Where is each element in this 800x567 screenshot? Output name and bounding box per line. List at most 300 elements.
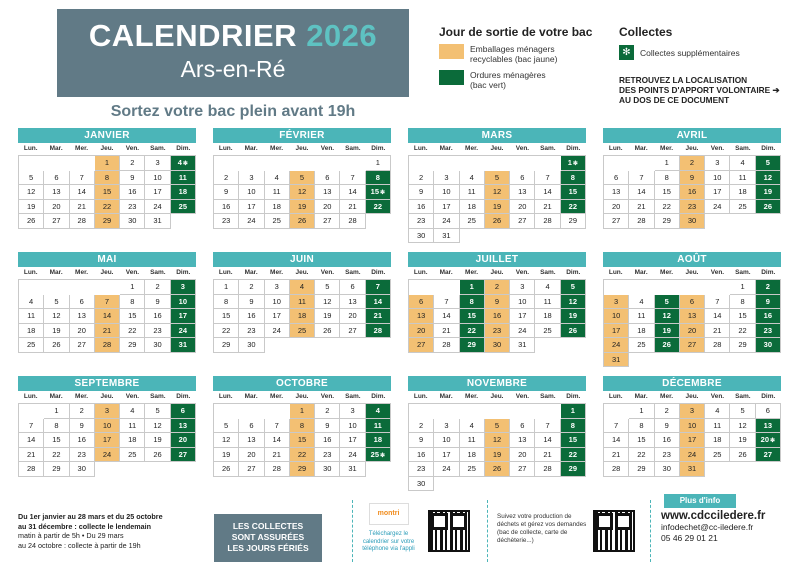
- day-cell: 15: [44, 433, 69, 448]
- day-cell: 25: [629, 338, 654, 353]
- day-cell: 3: [265, 280, 290, 295]
- location-note: RETROUVEZ LA LOCALISATION DES POINTS D'APPORT VOLONTAIRE ➔ AU DOS DE CE DOCUMENT: [619, 75, 780, 105]
- day-cell: 14: [19, 433, 44, 448]
- day-cell: 16: [145, 309, 170, 324]
- empty-cell: [655, 280, 680, 295]
- day-cell: 12: [145, 419, 170, 434]
- month-name: SEPTEMBRE: [18, 376, 196, 391]
- day-cell: 1: [629, 404, 654, 419]
- day-cell: 23: [214, 214, 239, 229]
- day-cell: 11: [171, 171, 196, 186]
- day-cell: 27: [510, 214, 535, 229]
- day-cell: 15: [629, 433, 654, 448]
- day-cell: 6: [171, 404, 196, 419]
- month-3: [603, 128, 781, 229]
- website-link[interactable]: www.cdcciledere.fr: [661, 510, 766, 522]
- weekday-label: Sam.: [345, 145, 361, 152]
- yellow-swatch: [439, 44, 464, 59]
- day-cell: 30: [315, 462, 340, 477]
- weekday-header: [18, 391, 196, 403]
- day-cell: 29: [561, 214, 586, 229]
- empty-cell: [44, 156, 69, 171]
- day-cell: 15: [460, 309, 485, 324]
- day-cell: 15: [561, 185, 586, 200]
- day-cell: 8: [366, 171, 391, 186]
- day-cell: 6: [680, 295, 705, 310]
- weekday-label: Jeu.: [295, 145, 309, 152]
- divider: [650, 500, 651, 562]
- day-cell: 24: [434, 462, 459, 477]
- month-11: [603, 376, 781, 477]
- day-cell: 27: [315, 214, 340, 229]
- day-cell: 4: [535, 280, 560, 295]
- day-cell: 23: [120, 200, 145, 215]
- day-grid: [603, 403, 781, 477]
- day-cell: 23: [655, 448, 680, 463]
- weekday-label: Ven.: [710, 145, 725, 152]
- day-cell: 25 ✻: [366, 448, 391, 463]
- divider: [487, 500, 488, 562]
- empty-cell: [535, 156, 560, 171]
- weekday-label: Mer.: [270, 145, 284, 152]
- day-cell: 13: [70, 309, 95, 324]
- empty-cell: [629, 280, 654, 295]
- day-cell: 4: [629, 295, 654, 310]
- day-cell: 8: [655, 171, 680, 186]
- empty-cell: [434, 280, 459, 295]
- day-grid: [18, 403, 196, 477]
- legend-item-green: Ordures ménagères (bac vert): [439, 70, 546, 90]
- weekday-label: Sam.: [540, 393, 556, 400]
- weekday-label: Mar.: [439, 269, 453, 276]
- day-cell: 22: [629, 448, 654, 463]
- day-cell: 4 ✻: [171, 156, 196, 171]
- weekday-label: Lun.: [23, 145, 38, 152]
- day-cell: 13: [510, 185, 535, 200]
- weekday-label: Jeu.: [490, 393, 504, 400]
- day-grid: [213, 155, 391, 229]
- day-cell: 8: [290, 419, 315, 434]
- day-grid: [213, 403, 391, 477]
- day-cell: 27: [510, 462, 535, 477]
- day-cell: 26: [655, 338, 680, 353]
- day-cell: 27: [409, 338, 434, 353]
- day-cell: 12: [485, 185, 510, 200]
- day-cell: 21: [434, 324, 459, 339]
- weekday-label: Sam.: [735, 393, 751, 400]
- weekday-label: Lun.: [608, 145, 623, 152]
- day-cell: 26: [145, 448, 170, 463]
- month-name: JUILLET: [408, 252, 586, 267]
- day-cell: 25: [290, 324, 315, 339]
- empty-cell: [70, 156, 95, 171]
- day-cell: 25: [120, 448, 145, 463]
- day-cell: 19: [214, 448, 239, 463]
- weekday-label: Mer.: [465, 269, 479, 276]
- weekday-header: [18, 267, 196, 279]
- day-cell: 14: [535, 433, 560, 448]
- day-cell: 29: [290, 462, 315, 477]
- day-cell: 2: [485, 280, 510, 295]
- day-cell: 10: [171, 295, 196, 310]
- day-cell: 1: [95, 156, 120, 171]
- email-link[interactable]: infodechet@cc-iledere.fr: [661, 522, 754, 532]
- day-cell: 8: [44, 419, 69, 434]
- day-cell: 22: [655, 200, 680, 215]
- day-cell: 10: [680, 419, 705, 434]
- day-cell: 23: [239, 324, 264, 339]
- weekday-label: Dim.: [176, 393, 191, 400]
- day-cell: 19: [561, 309, 586, 324]
- day-cell: 28: [95, 338, 120, 353]
- day-cell: 4: [460, 171, 485, 186]
- day-cell: 20: [315, 200, 340, 215]
- weekday-label: Dim.: [176, 269, 191, 276]
- day-cell: 30: [239, 338, 264, 353]
- day-cell: 13: [510, 433, 535, 448]
- weekday-label: Sam.: [540, 145, 556, 152]
- weekday-header: [408, 391, 586, 403]
- weekday-label: Jeu.: [685, 269, 699, 276]
- weekday-header: [213, 143, 391, 155]
- weekday-label: Mer.: [660, 145, 674, 152]
- day-cell: 1: [730, 280, 755, 295]
- empty-cell: [95, 280, 120, 295]
- day-cell: 5: [44, 295, 69, 310]
- day-cell: 6: [604, 171, 629, 186]
- day-cell: 10: [340, 419, 365, 434]
- day-cell: 9: [409, 185, 434, 200]
- day-cell: 11: [629, 309, 654, 324]
- month-7: [603, 252, 781, 367]
- day-cell: 11: [19, 309, 44, 324]
- day-cell: 24: [510, 324, 535, 339]
- day-cell: 13: [239, 433, 264, 448]
- day-cell: 7: [366, 280, 391, 295]
- green-swatch: [439, 70, 464, 85]
- day-grid: [408, 155, 586, 243]
- empty-cell: [70, 280, 95, 295]
- month-1: [213, 128, 391, 229]
- month-name: JANVIER: [18, 128, 196, 143]
- day-cell: 7: [535, 171, 560, 186]
- day-cell: 1: [655, 156, 680, 171]
- day-cell: 19: [19, 200, 44, 215]
- empty-cell: [214, 156, 239, 171]
- day-cell: 3: [239, 171, 264, 186]
- day-grid: [603, 279, 781, 367]
- day-grid: [18, 279, 196, 353]
- day-cell: 29: [95, 214, 120, 229]
- empty-cell: [510, 404, 535, 419]
- day-cell: 29: [561, 462, 586, 477]
- month-name: DÉCEMBRE: [603, 376, 781, 391]
- day-cell: 31: [340, 462, 365, 477]
- day-cell: 18: [171, 185, 196, 200]
- legend-item-yellow: Emballages ménagers recyclables (bac jaune): [439, 44, 557, 64]
- day-cell: 16: [315, 433, 340, 448]
- day-cell: 2: [409, 171, 434, 186]
- weekday-label: Lun.: [23, 269, 38, 276]
- day-cell: 2: [409, 419, 434, 434]
- extra-collection-legend: ✻ Collectes supplémentaires: [619, 45, 740, 60]
- day-cell: 28: [705, 338, 730, 353]
- day-cell: 26: [44, 338, 69, 353]
- day-cell: 9: [145, 295, 170, 310]
- day-cell: 17: [171, 309, 196, 324]
- day-cell: 6: [510, 419, 535, 434]
- day-cell: 19: [485, 448, 510, 463]
- day-cell: 9: [120, 171, 145, 186]
- day-cell: 27: [44, 214, 69, 229]
- empty-cell: [604, 280, 629, 295]
- day-cell: 25: [705, 448, 730, 463]
- town-name: Ars-en-Ré: [180, 56, 286, 82]
- day-cell: 30: [680, 214, 705, 229]
- day-cell: 16: [655, 433, 680, 448]
- month-10: [408, 376, 586, 491]
- day-cell: 13: [171, 419, 196, 434]
- weekday-label: Sam.: [150, 145, 166, 152]
- day-cell: 28: [629, 214, 654, 229]
- day-cell: 20: [680, 324, 705, 339]
- collectes-title: Collectes: [619, 25, 673, 39]
- weekday-label: Mar.: [244, 145, 258, 152]
- day-cell: 30: [70, 462, 95, 477]
- day-cell: 11: [460, 185, 485, 200]
- weekday-label: Mar.: [439, 393, 453, 400]
- day-cell: 20 ✻: [756, 433, 781, 448]
- day-cell: 12: [315, 295, 340, 310]
- day-cell: 17: [680, 433, 705, 448]
- day-cell: 23: [145, 324, 170, 339]
- day-cell: 24: [171, 324, 196, 339]
- day-cell: 7: [95, 295, 120, 310]
- day-cell: 14: [705, 309, 730, 324]
- day-cell: 25: [460, 214, 485, 229]
- day-cell: 9: [485, 295, 510, 310]
- day-cell: 29: [730, 338, 755, 353]
- day-cell: 19: [44, 324, 69, 339]
- day-cell: 29: [120, 338, 145, 353]
- day-cell: 2: [756, 280, 781, 295]
- day-cell: 20: [70, 324, 95, 339]
- day-cell: 19: [485, 200, 510, 215]
- day-cell: 4: [705, 404, 730, 419]
- weekday-label: Dim.: [761, 145, 776, 152]
- day-cell: 23: [409, 214, 434, 229]
- day-cell: 19: [655, 324, 680, 339]
- day-cell: 5: [730, 404, 755, 419]
- legend-title: Jour de sortie de votre bac: [439, 25, 593, 39]
- weekday-label: Ven.: [710, 269, 725, 276]
- day-cell: 16: [120, 185, 145, 200]
- day-grid: [408, 403, 586, 491]
- qr-code-montri[interactable]: [428, 510, 470, 552]
- day-cell: 5: [485, 419, 510, 434]
- day-cell: 4: [19, 295, 44, 310]
- day-cell: 28: [535, 462, 560, 477]
- day-cell: 15: [290, 433, 315, 448]
- day-cell: 21: [95, 324, 120, 339]
- day-cell: 5: [315, 280, 340, 295]
- weekday-label: Ven.: [710, 393, 725, 400]
- day-cell: 9: [680, 171, 705, 186]
- day-cell: 7: [604, 419, 629, 434]
- day-cell: 27: [70, 338, 95, 353]
- weekday-label: Mar.: [49, 393, 63, 400]
- weekday-label: Dim.: [761, 269, 776, 276]
- day-cell: 2: [680, 156, 705, 171]
- day-cell: 18: [265, 200, 290, 215]
- weekday-label: Dim.: [371, 269, 386, 276]
- day-grid: [213, 279, 391, 353]
- day-cell: 20: [409, 324, 434, 339]
- weekday-label: Mar.: [439, 145, 453, 152]
- day-cell: 14: [535, 185, 560, 200]
- day-cell: 21: [535, 448, 560, 463]
- day-cell: 20: [44, 200, 69, 215]
- day-cell: 30: [655, 462, 680, 477]
- day-cell: 22: [290, 448, 315, 463]
- day-cell: 16: [409, 200, 434, 215]
- empty-cell: [535, 404, 560, 419]
- day-cell: 24: [239, 214, 264, 229]
- day-cell: 16: [239, 309, 264, 324]
- day-cell: 11: [705, 419, 730, 434]
- day-cell: 26: [19, 214, 44, 229]
- day-cell: 18: [629, 324, 654, 339]
- day-cell: 3: [434, 171, 459, 186]
- day-cell: 20: [510, 448, 535, 463]
- day-cell: 23: [680, 200, 705, 215]
- day-cell: 17: [145, 185, 170, 200]
- weekday-label: Mar.: [244, 269, 258, 276]
- weekday-label: Ven.: [515, 269, 530, 276]
- empty-cell: [460, 156, 485, 171]
- day-cell: 8: [214, 295, 239, 310]
- day-cell: 20: [510, 200, 535, 215]
- day-cell: 28: [366, 324, 391, 339]
- weekday-label: Jeu.: [100, 269, 114, 276]
- month-6: [408, 252, 586, 353]
- weekday-label: Mer.: [270, 269, 284, 276]
- day-cell: 31: [145, 214, 170, 229]
- day-cell: 28: [340, 214, 365, 229]
- month-name: AOÛT: [603, 252, 781, 267]
- day-cell: 26: [561, 324, 586, 339]
- qr-code-production[interactable]: [593, 510, 635, 552]
- day-cell: 29: [460, 338, 485, 353]
- day-cell: 18: [290, 309, 315, 324]
- day-cell: 21: [604, 448, 629, 463]
- day-cell: 21: [629, 200, 654, 215]
- day-cell: 12: [655, 309, 680, 324]
- day-cell: 10: [705, 171, 730, 186]
- day-cell: 10: [95, 419, 120, 434]
- day-cell: 29: [44, 462, 69, 477]
- year: 2026: [306, 18, 378, 53]
- contact-info: [661, 510, 765, 544]
- empty-cell: [19, 280, 44, 295]
- day-cell: 3: [95, 404, 120, 419]
- day-cell: 25: [265, 214, 290, 229]
- weekday-label: Mar.: [634, 269, 648, 276]
- day-cell: 30: [145, 338, 170, 353]
- empty-cell: [265, 404, 290, 419]
- weekday-label: Jeu.: [100, 393, 114, 400]
- weekday-header: [408, 267, 586, 279]
- day-cell: 8: [561, 171, 586, 186]
- weekday-label: Mer.: [465, 393, 479, 400]
- day-cell: 11: [460, 433, 485, 448]
- day-cell: 30: [485, 338, 510, 353]
- day-cell: 9: [70, 419, 95, 434]
- day-cell: 19: [145, 433, 170, 448]
- day-cell: 30: [756, 338, 781, 353]
- day-cell: 5: [561, 280, 586, 295]
- day-cell: 16: [485, 309, 510, 324]
- day-cell: 8: [95, 171, 120, 186]
- day-cell: 14: [434, 309, 459, 324]
- day-cell: 16: [214, 200, 239, 215]
- day-cell: 21: [19, 448, 44, 463]
- day-cell: 6: [44, 171, 69, 186]
- empty-cell: [239, 156, 264, 171]
- weekday-header: [603, 143, 781, 155]
- day-cell: 3: [680, 404, 705, 419]
- day-cell: 7: [265, 419, 290, 434]
- month-8: [18, 376, 196, 477]
- weekday-label: Lun.: [413, 269, 428, 276]
- day-cell: 23: [315, 448, 340, 463]
- day-cell: 27: [680, 338, 705, 353]
- day-cell: 18: [120, 433, 145, 448]
- day-cell: 7: [535, 419, 560, 434]
- weekday-label: Ven.: [320, 393, 335, 400]
- day-cell: 12: [44, 309, 69, 324]
- weekday-label: Dim.: [761, 393, 776, 400]
- weekday-label: Dim.: [371, 145, 386, 152]
- day-cell: 9: [239, 295, 264, 310]
- day-cell: 5: [214, 419, 239, 434]
- weekday-label: Ven.: [515, 145, 530, 152]
- day-cell: 29: [629, 462, 654, 477]
- day-cell: 14: [95, 309, 120, 324]
- day-cell: 17: [265, 309, 290, 324]
- empty-cell: [510, 156, 535, 171]
- day-cell: 11: [290, 295, 315, 310]
- day-cell: 24: [604, 338, 629, 353]
- empty-cell: [604, 156, 629, 171]
- day-cell: 5: [145, 404, 170, 419]
- empty-cell: [434, 404, 459, 419]
- day-cell: 1: [44, 404, 69, 419]
- weekday-header: [603, 267, 781, 279]
- day-cell: 17: [434, 448, 459, 463]
- day-cell: 17: [340, 433, 365, 448]
- info-badge: Plus d'info: [664, 494, 736, 508]
- montri-app-block: montri Téléchargez le calendrier sur votre téléphone via l'appli: [355, 503, 422, 554]
- day-cell: 19: [290, 200, 315, 215]
- weekday-label: Dim.: [566, 145, 581, 152]
- weekday-label: Jeu.: [685, 393, 699, 400]
- day-cell: 21: [535, 200, 560, 215]
- day-cell: 6: [340, 280, 365, 295]
- day-cell: 26: [290, 214, 315, 229]
- weekday-label: Dim.: [176, 145, 191, 152]
- day-cell: 17: [95, 433, 120, 448]
